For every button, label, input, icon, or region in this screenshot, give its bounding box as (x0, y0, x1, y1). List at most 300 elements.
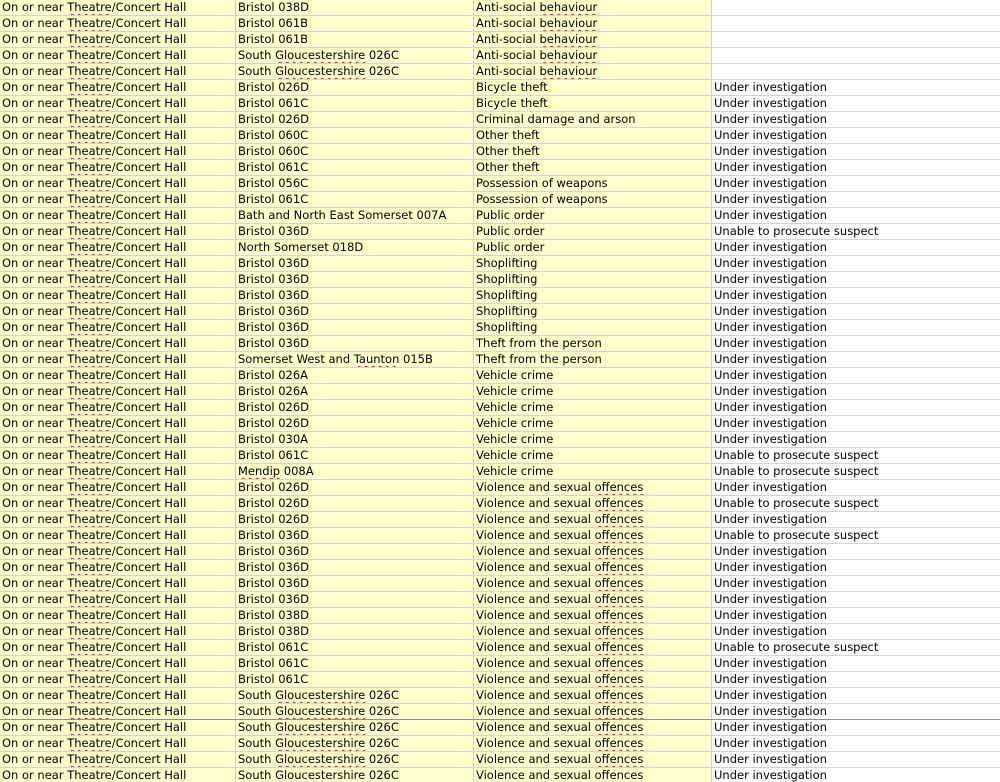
outcome-cell[interactable]: Under investigation (712, 288, 1000, 303)
location-cell[interactable]: On or near Theatre/Concert Hall (0, 176, 236, 191)
spellcheck-word: behaviour (539, 0, 598, 14)
lsoa-cell[interactable]: Bristol 061B (236, 32, 474, 47)
crime-type-cell[interactable]: Violence and sexual offences (474, 768, 712, 782)
lsoa-cell[interactable]: Bristol 038D (236, 0, 474, 15)
spellcheck-word: offences (594, 704, 644, 718)
table-row (0, 64, 1000, 80)
spellcheck-word: offences (594, 608, 644, 622)
location-cell[interactable]: On or near Theatre/Concert Hall (0, 512, 236, 527)
table-row (0, 528, 1000, 544)
lsoa-cell[interactable]: Bristol 026A (236, 368, 474, 383)
outcome-cell[interactable]: Under investigation (712, 768, 1000, 782)
table-row (0, 560, 1000, 576)
crime-type-cell[interactable]: Violence and sexual offences (474, 544, 712, 559)
outcome-cell[interactable] (712, 16, 1000, 31)
crime-type-cell[interactable]: Public order (474, 224, 712, 239)
location-cell[interactable]: On or near Theatre/Concert Hall (0, 48, 236, 63)
spellcheck-word: offences (594, 544, 644, 558)
location-cell[interactable]: On or near Theatre/Concert Hall (0, 0, 236, 15)
lsoa-cell[interactable]: South Gloucestershire 026C (236, 736, 474, 751)
lsoa-cell[interactable]: South Gloucestershire 026C (236, 768, 474, 782)
outcome-cell[interactable]: Under investigation (712, 480, 1000, 495)
table-row (0, 240, 1000, 256)
spellcheck-word: Theatre (67, 64, 112, 78)
location-cell[interactable]: On or near Theatre/Concert Hall (0, 480, 236, 495)
location-cell[interactable]: On or near Theatre/Concert Hall (0, 416, 236, 431)
crime-type-cell[interactable]: Vehicle crime (474, 384, 712, 399)
spellcheck-word: offences (594, 656, 644, 670)
spellcheck-word: Theatre (67, 288, 112, 302)
location-cell[interactable]: On or near Theatre/Concert Hall (0, 96, 236, 111)
outcome-cell[interactable]: Under investigation (712, 704, 1000, 719)
lsoa-cell[interactable]: South Gloucestershire 026C (236, 704, 474, 719)
lsoa-cell[interactable]: South Gloucestershire 026C (236, 720, 474, 735)
spellcheck-word: offences (594, 592, 644, 606)
crime-type-cell[interactable]: Vehicle crime (474, 464, 712, 479)
outcome-cell[interactable]: Under investigation (712, 560, 1000, 575)
crime-type-cell[interactable]: Shoplifting (474, 256, 712, 271)
spellcheck-word: Theatre (67, 512, 112, 526)
outcome-cell[interactable]: Under investigation (712, 96, 1000, 111)
spellcheck-word: behaviour (539, 16, 598, 30)
outcome-cell[interactable]: Under investigation (712, 144, 1000, 159)
lsoa-cell[interactable]: Bristol 036D (236, 256, 474, 271)
lsoa-cell[interactable]: Bristol 026D (236, 480, 474, 495)
table-row (0, 464, 1000, 480)
spellcheck-word: behaviour (539, 48, 598, 62)
crime-type-cell[interactable]: Anti-social behaviour (474, 16, 712, 31)
location-cell[interactable]: On or near Theatre/Concert Hall (0, 64, 236, 79)
location-cell[interactable]: On or near Theatre/Concert Hall (0, 720, 236, 735)
outcome-cell[interactable]: Under investigation (712, 592, 1000, 607)
lsoa-cell[interactable]: South Gloucestershire 026C (236, 688, 474, 703)
outcome-cell[interactable]: Under investigation (712, 320, 1000, 335)
spellcheck-word: Theatre (67, 32, 112, 46)
lsoa-cell[interactable]: Somerset West and Taunton 015B (236, 352, 474, 367)
outcome-cell[interactable]: Under investigation (712, 352, 1000, 367)
crime-type-cell[interactable]: Vehicle crime (474, 416, 712, 431)
spellcheck-word: Theatre (67, 96, 112, 110)
crime-type-cell[interactable]: Possession of weapons (474, 192, 712, 207)
location-cell[interactable]: On or near Theatre/Concert Hall (0, 640, 236, 655)
crime-type-cell[interactable]: Shoplifting (474, 272, 712, 287)
outcome-cell[interactable]: Unable to prosecute suspect (712, 464, 1000, 479)
location-cell[interactable]: On or near Theatre/Concert Hall (0, 208, 236, 223)
outcome-cell[interactable]: Under investigation (712, 688, 1000, 703)
outcome-cell[interactable]: Under investigation (712, 736, 1000, 751)
table-row (0, 496, 1000, 512)
outcome-cell[interactable]: Under investigation (712, 368, 1000, 383)
lsoa-cell[interactable]: Bristol 030A (236, 432, 474, 447)
spellcheck-word: Theatre (67, 0, 112, 14)
spellcheck-word: Taunton (353, 352, 400, 366)
outcome-cell[interactable]: Unable to prosecute suspect (712, 640, 1000, 655)
location-cell[interactable]: On or near Theatre/Concert Hall (0, 656, 236, 671)
lsoa-cell[interactable]: Bristol 026A (236, 384, 474, 399)
crime-type-cell[interactable]: Violence and sexual offences (474, 752, 712, 767)
lsoa-cell[interactable]: Bristol 038D (236, 624, 474, 639)
table-row (0, 384, 1000, 400)
lsoa-cell[interactable]: Bristol 036D (236, 592, 474, 607)
crime-type-cell[interactable]: Vehicle crime (474, 368, 712, 383)
lsoa-cell[interactable]: Bristol 036D (236, 288, 474, 303)
crime-type-cell[interactable]: Theft from the person (474, 336, 712, 351)
spellcheck-word: behaviour (539, 64, 598, 78)
lsoa-cell[interactable]: Bristol 026D (236, 400, 474, 415)
spellcheck-word: Theatre (67, 208, 112, 222)
crime-type-cell[interactable]: Public order (474, 240, 712, 255)
spellcheck-word: offences (594, 560, 644, 574)
spellcheck-word: offences (594, 576, 644, 590)
crime-type-cell[interactable]: Violence and sexual offences (474, 480, 712, 495)
spellcheck-word: Theatre (67, 464, 112, 478)
location-cell[interactable]: On or near Theatre/Concert Hall (0, 160, 236, 175)
table-row (0, 576, 1000, 592)
outcome-cell[interactable]: Unable to prosecute suspect (712, 528, 1000, 543)
crime-type-cell[interactable]: Violence and sexual offences (474, 688, 712, 703)
lsoa-cell[interactable]: Bristol 060C (236, 144, 474, 159)
outcome-cell[interactable]: Under investigation (712, 416, 1000, 431)
location-cell[interactable]: On or near Theatre/Concert Hall (0, 576, 236, 591)
outcome-cell[interactable]: Under investigation (712, 208, 1000, 223)
spellcheck-word: Theatre (67, 80, 112, 94)
spellcheck-word: offences (594, 528, 644, 542)
crime-type-cell[interactable]: Violence and sexual offences (474, 496, 712, 511)
table-row (0, 192, 1000, 208)
spellcheck-word: Mendip (238, 464, 281, 478)
spellcheck-word: Gloucestershire (275, 48, 366, 62)
crime-type-cell[interactable]: Violence and sexual offences (474, 560, 712, 575)
spellcheck-word: Gloucestershire (275, 64, 366, 78)
table-row (0, 432, 1000, 448)
table-row (0, 224, 1000, 240)
spellcheck-word: Theatre (67, 624, 112, 638)
crime-type-cell[interactable]: Violence and sexual offences (474, 656, 712, 671)
spellcheck-word: Theatre (67, 320, 112, 334)
table-row (0, 672, 1000, 688)
table-row (0, 608, 1000, 624)
location-cell[interactable]: On or near Theatre/Concert Hall (0, 448, 236, 463)
spellcheck-word: offences (594, 752, 644, 766)
location-cell[interactable]: On or near Theatre/Concert Hall (0, 240, 236, 255)
spellcheck-word: Gloucestershire (275, 768, 366, 782)
outcome-cell[interactable]: Under investigation (712, 512, 1000, 527)
location-cell[interactable]: On or near Theatre/Concert Hall (0, 768, 236, 782)
table-row (0, 448, 1000, 464)
table-row (0, 720, 1000, 736)
lsoa-cell[interactable]: Bath and North East Somerset 007A (236, 208, 474, 223)
location-cell[interactable]: On or near Theatre/Concert Hall (0, 544, 236, 559)
crime-type-cell[interactable]: Other theft (474, 160, 712, 175)
location-cell[interactable]: On or near Theatre/Concert Hall (0, 496, 236, 511)
spellcheck-word: offences (594, 624, 644, 638)
location-cell[interactable]: On or near Theatre/Concert Hall (0, 592, 236, 607)
table-row (0, 32, 1000, 48)
crime-type-cell[interactable]: Anti-social behaviour (474, 32, 712, 47)
location-cell[interactable]: On or near Theatre/Concert Hall (0, 112, 236, 127)
outcome-cell[interactable]: Under investigation (712, 672, 1000, 687)
lsoa-cell[interactable]: Bristol 061C (236, 656, 474, 671)
lsoa-cell[interactable]: Bristol 061B (236, 16, 474, 31)
location-cell[interactable]: On or near Theatre/Concert Hall (0, 704, 236, 719)
lsoa-cell[interactable]: Bristol 026D (236, 496, 474, 511)
spellcheck-word: Theatre (67, 368, 112, 382)
table-row (0, 624, 1000, 640)
lsoa-cell[interactable]: Mendip 008A (236, 464, 474, 479)
lsoa-cell[interactable]: Bristol 061C (236, 192, 474, 207)
outcome-cell[interactable]: Under investigation (712, 752, 1000, 767)
spellcheck-word: Theatre (67, 16, 112, 30)
outcome-cell[interactable]: Under investigation (712, 240, 1000, 255)
spellcheck-word: Theatre (67, 336, 112, 350)
outcome-cell[interactable]: Under investigation (712, 384, 1000, 399)
outcome-cell[interactable] (712, 48, 1000, 63)
table-row (0, 288, 1000, 304)
outcome-cell[interactable]: Under investigation (712, 624, 1000, 639)
spellcheck-word: offences (594, 496, 644, 510)
lsoa-cell[interactable]: Bristol 036D (236, 560, 474, 575)
crime-type-cell[interactable]: Anti-social behaviour (474, 48, 712, 63)
spellcheck-word: Theatre (67, 528, 112, 542)
outcome-cell[interactable]: Under investigation (712, 608, 1000, 623)
spellcheck-word: Theatre (67, 384, 112, 398)
crime-type-cell[interactable]: Violence and sexual offences (474, 624, 712, 639)
table-row (0, 112, 1000, 128)
outcome-cell[interactable]: Under investigation (712, 304, 1000, 319)
spellcheck-word: Theatre (67, 160, 112, 174)
lsoa-cell[interactable]: Bristol 026D (236, 80, 474, 95)
crime-type-cell[interactable]: Anti-social behaviour (474, 0, 712, 15)
spellcheck-word: Gloucestershire (275, 704, 366, 718)
table-row (0, 688, 1000, 704)
table-row (0, 768, 1000, 782)
spellcheck-word: Theatre (67, 192, 112, 206)
lsoa-cell[interactable]: Bristol 061C (236, 640, 474, 655)
outcome-cell[interactable]: Under investigation (712, 256, 1000, 271)
location-cell[interactable]: On or near Theatre/Concert Hall (0, 368, 236, 383)
table-row (0, 128, 1000, 144)
location-cell[interactable]: On or near Theatre/Concert Hall (0, 608, 236, 623)
spellcheck-word: Gloucestershire (275, 752, 366, 766)
crime-type-cell[interactable]: Violence and sexual offences (474, 720, 712, 735)
table-row (0, 416, 1000, 432)
crime-type-cell[interactable]: Vehicle crime (474, 400, 712, 415)
lsoa-cell[interactable]: Bristol 038D (236, 608, 474, 623)
table-row (0, 208, 1000, 224)
location-cell[interactable]: On or near Theatre/Concert Hall (0, 288, 236, 303)
table-row (0, 320, 1000, 336)
crime-type-cell[interactable]: Public order (474, 208, 712, 223)
outcome-cell[interactable]: Under investigation (712, 272, 1000, 287)
location-cell[interactable]: On or near Theatre/Concert Hall (0, 272, 236, 287)
location-cell[interactable]: On or near Theatre/Concert Hall (0, 464, 236, 479)
crime-type-cell[interactable]: Shoplifting (474, 320, 712, 335)
crime-type-cell[interactable]: Other theft (474, 144, 712, 159)
table-row (0, 704, 1000, 720)
lsoa-cell[interactable]: Bristol 036D (236, 272, 474, 287)
crime-type-cell[interactable]: Bicycle theft (474, 80, 712, 95)
lsoa-cell[interactable]: Bristol 056C (236, 176, 474, 191)
spellcheck-word: Theatre (67, 272, 112, 286)
location-cell[interactable]: On or near Theatre/Concert Hall (0, 256, 236, 271)
outcome-cell[interactable]: Under investigation (712, 720, 1000, 735)
outcome-cell[interactable] (712, 64, 1000, 79)
table-row (0, 96, 1000, 112)
spellcheck-word: Theatre (67, 688, 112, 702)
location-cell[interactable]: On or near Theatre/Concert Hall (0, 688, 236, 703)
lsoa-cell[interactable]: Bristol 036D (236, 544, 474, 559)
spellcheck-word: Theatre (67, 592, 112, 606)
outcome-cell[interactable]: Under investigation (712, 160, 1000, 175)
table-row (0, 480, 1000, 496)
spellcheck-word: Theatre (67, 112, 112, 126)
spellcheck-word: Theatre (67, 544, 112, 558)
spellcheck-word: offences (594, 640, 644, 654)
lsoa-cell[interactable]: Bristol 036D (236, 576, 474, 591)
outcome-cell[interactable]: Under investigation (712, 80, 1000, 95)
spellcheck-word: Theatre (67, 768, 112, 782)
crime-type-cell[interactable]: Violence and sexual offences (474, 672, 712, 687)
outcome-cell[interactable] (712, 0, 1000, 15)
table-row (0, 544, 1000, 560)
crime-type-cell[interactable]: Violence and sexual offences (474, 640, 712, 655)
crime-type-cell[interactable]: Theft from the person (474, 352, 712, 367)
lsoa-cell[interactable]: Bristol 036D (236, 224, 474, 239)
spellcheck-word: Theatre (67, 400, 112, 414)
lsoa-cell[interactable]: Bristol 061C (236, 672, 474, 687)
crime-type-cell[interactable]: Violence and sexual offences (474, 736, 712, 751)
lsoa-cell[interactable]: Bristol 036D (236, 320, 474, 335)
table-row (0, 512, 1000, 528)
outcome-cell[interactable]: Under investigation (712, 192, 1000, 207)
location-cell[interactable]: On or near Theatre/Concert Hall (0, 672, 236, 687)
crime-type-cell[interactable]: Shoplifting (474, 288, 712, 303)
location-cell[interactable]: On or near Theatre/Concert Hall (0, 304, 236, 319)
location-cell[interactable]: On or near Theatre/Concert Hall (0, 192, 236, 207)
spellcheck-word: Theatre (67, 560, 112, 574)
outcome-cell[interactable]: Unable to prosecute suspect (712, 224, 1000, 239)
crime-type-cell[interactable]: Bicycle theft (474, 96, 712, 111)
crime-type-cell[interactable]: Vehicle crime (474, 448, 712, 463)
lsoa-cell[interactable]: Bristol 061C (236, 160, 474, 175)
location-cell[interactable]: On or near Theatre/Concert Hall (0, 528, 236, 543)
lsoa-cell[interactable]: South Gloucestershire 026C (236, 48, 474, 63)
outcome-cell[interactable]: Under investigation (712, 576, 1000, 591)
table-row (0, 656, 1000, 672)
spellcheck-word: Gloucestershire (275, 736, 366, 750)
crime-type-cell[interactable]: Other theft (474, 128, 712, 143)
outcome-cell[interactable]: Under investigation (712, 400, 1000, 415)
table-row (0, 48, 1000, 64)
outcome-cell[interactable]: Under investigation (712, 112, 1000, 127)
crime-type-cell[interactable]: Violence and sexual offences (474, 592, 712, 607)
location-cell[interactable]: On or near Theatre/Concert Hall (0, 32, 236, 47)
lsoa-cell[interactable]: Bristol 036D (236, 528, 474, 543)
crime-type-cell[interactable]: Violence and sexual offences (474, 608, 712, 623)
table-row (0, 336, 1000, 352)
lsoa-cell[interactable]: Bristol 061C (236, 448, 474, 463)
location-cell[interactable]: On or near Theatre/Concert Hall (0, 400, 236, 415)
lsoa-cell[interactable]: Bristol 026D (236, 416, 474, 431)
lsoa-cell[interactable]: South Gloucestershire 026C (236, 64, 474, 79)
spellcheck-word: offences (594, 512, 644, 526)
lsoa-cell[interactable]: North Somerset 018D (236, 240, 474, 255)
crime-type-cell[interactable]: Criminal damage and arson (474, 112, 712, 127)
table-row (0, 736, 1000, 752)
spellcheck-word: Theatre (67, 128, 112, 142)
table-row (0, 160, 1000, 176)
lsoa-cell[interactable]: Bristol 060C (236, 128, 474, 143)
lsoa-cell[interactable]: Bristol 061C (236, 96, 474, 111)
location-cell[interactable]: On or near Theatre/Concert Hall (0, 336, 236, 351)
lsoa-cell[interactable]: Bristol 036D (236, 304, 474, 319)
outcome-cell[interactable]: Under investigation (712, 128, 1000, 143)
lsoa-cell[interactable]: South Gloucestershire 026C (236, 752, 474, 767)
spellcheck-word: Theatre (67, 480, 112, 494)
location-cell[interactable]: On or near Theatre/Concert Hall (0, 352, 236, 367)
spellcheck-word: Theatre (67, 672, 112, 686)
crime-type-cell[interactable]: Possession of weapons (474, 176, 712, 191)
outcome-cell[interactable]: Under investigation (712, 336, 1000, 351)
spellcheck-word: Theatre (67, 352, 112, 366)
location-cell[interactable]: On or near Theatre/Concert Hall (0, 736, 236, 751)
spellcheck-word: Theatre (67, 240, 112, 254)
outcome-cell[interactable]: Unable to prosecute suspect (712, 496, 1000, 511)
crime-type-cell[interactable]: Anti-social behaviour (474, 64, 712, 79)
location-cell[interactable]: On or near Theatre/Concert Hall (0, 224, 236, 239)
outcome-cell[interactable]: Under investigation (712, 544, 1000, 559)
outcome-cell[interactable] (712, 32, 1000, 47)
location-cell[interactable]: On or near Theatre/Concert Hall (0, 384, 236, 399)
spellcheck-word: Theatre (67, 48, 112, 62)
outcome-cell[interactable]: Under investigation (712, 176, 1000, 191)
location-cell[interactable]: On or near Theatre/Concert Hall (0, 128, 236, 143)
location-cell[interactable]: On or near Theatre/Concert Hall (0, 16, 236, 31)
location-cell[interactable]: On or near Theatre/Concert Hall (0, 560, 236, 575)
spellcheck-word: Theatre (67, 448, 112, 462)
crime-type-cell[interactable]: Vehicle crime (474, 432, 712, 447)
spellcheck-word: offences (594, 736, 644, 750)
location-cell[interactable]: On or near Theatre/Concert Hall (0, 320, 236, 335)
table-row (0, 368, 1000, 384)
spellcheck-word: Theatre (67, 304, 112, 318)
outcome-cell[interactable]: Under investigation (712, 656, 1000, 671)
spellcheck-word: Theatre (67, 224, 112, 238)
lsoa-cell[interactable]: Bristol 026D (236, 112, 474, 127)
location-cell[interactable]: On or near Theatre/Concert Hall (0, 144, 236, 159)
lsoa-cell[interactable]: Bristol 026D (236, 512, 474, 527)
crime-type-cell[interactable]: Violence and sexual offences (474, 512, 712, 527)
location-cell[interactable]: On or near Theatre/Concert Hall (0, 752, 236, 767)
location-cell[interactable]: On or near Theatre/Concert Hall (0, 80, 236, 95)
crime-type-cell[interactable]: Violence and sexual offences (474, 528, 712, 543)
spellcheck-word: Theatre (67, 176, 112, 190)
spellcheck-word: Theatre (67, 496, 112, 510)
table-row (0, 80, 1000, 96)
outcome-cell[interactable]: Under investigation (712, 432, 1000, 447)
table-row (0, 752, 1000, 768)
crime-type-cell[interactable]: Violence and sexual offences (474, 704, 712, 719)
outcome-cell[interactable]: Unable to prosecute suspect (712, 448, 1000, 463)
spellcheck-word: Theatre (67, 416, 112, 430)
crime-type-cell[interactable]: Violence and sexual offences (474, 576, 712, 591)
location-cell[interactable]: On or near Theatre/Concert Hall (0, 432, 236, 447)
spellcheck-word: Theatre (67, 736, 112, 750)
crime-type-cell[interactable]: Shoplifting (474, 304, 712, 319)
table-row (0, 640, 1000, 656)
location-cell[interactable]: On or near Theatre/Concert Hall (0, 624, 236, 639)
lsoa-cell[interactable]: Bristol 036D (236, 336, 474, 351)
